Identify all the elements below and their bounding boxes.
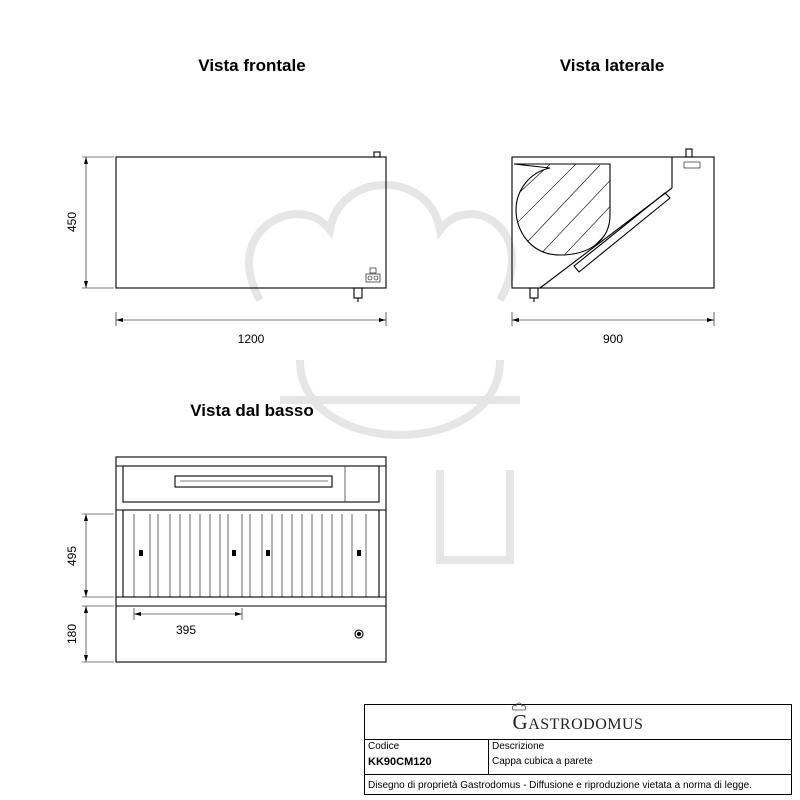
bottom-filter-height-dimension xyxy=(82,514,114,597)
front-drain-icon xyxy=(354,288,362,302)
side-depth-label: 900 xyxy=(602,332,624,346)
front-width-label: 1200 xyxy=(237,332,265,346)
logo-row xyxy=(365,705,791,740)
bottom-filter-width-dimension xyxy=(134,608,242,620)
bottom-top-compartment xyxy=(123,466,379,502)
brand-logo xyxy=(513,710,644,735)
side-top-knob xyxy=(686,149,692,157)
bottom-slot xyxy=(175,476,332,487)
copyright-footer: Disegno di proprietà Gastrodomus - Diffusione e riproduzione vietata a norma di legge. xyxy=(368,780,752,791)
bottom-filter-width-label: 395 xyxy=(175,623,197,637)
front-top-knob xyxy=(374,152,380,157)
side-depth-dimension xyxy=(512,312,714,326)
bottom-drain-icon xyxy=(355,630,363,638)
front-view xyxy=(65,152,386,346)
code-value: KK90CM120 xyxy=(368,756,432,768)
description-label: Descrizione xyxy=(492,741,545,752)
bottom-filter-height-label: 495 xyxy=(65,545,79,567)
side-view xyxy=(495,149,714,346)
side-filter-section xyxy=(495,155,640,265)
front-height-label: 450 xyxy=(65,211,79,233)
side-top-box xyxy=(684,162,700,168)
bottom-body xyxy=(116,457,386,662)
description-cell xyxy=(489,739,791,775)
brand-rest: ASTRODOMUS xyxy=(528,715,644,733)
side-body xyxy=(512,157,714,288)
front-control-icon xyxy=(366,268,380,282)
bottom-view-title: Vista dal basso xyxy=(190,401,314,420)
bottom-filter-baffles xyxy=(134,514,366,597)
bottom-lower-height-label: 180 xyxy=(65,623,79,645)
code-label: Codice xyxy=(368,741,400,752)
bottom-lower-height-dimension xyxy=(82,606,114,662)
title-block xyxy=(364,704,792,795)
code-cell xyxy=(365,739,489,775)
bottom-filter-area xyxy=(123,510,379,597)
side-drain-icon xyxy=(530,288,538,302)
chef-hat-icon xyxy=(511,701,527,713)
front-height-dimension xyxy=(82,157,114,288)
front-width-dimension xyxy=(116,312,386,326)
front-view-title: Vista frontale xyxy=(198,56,306,75)
description-value: Cappa cubica a parete xyxy=(492,756,593,767)
brand-initial: G xyxy=(512,709,529,734)
bottom-view xyxy=(65,457,386,662)
side-view-title: Vista laterale xyxy=(559,56,665,75)
side-diagonal-filter xyxy=(540,157,672,288)
watermark-logo-icon xyxy=(249,185,520,560)
